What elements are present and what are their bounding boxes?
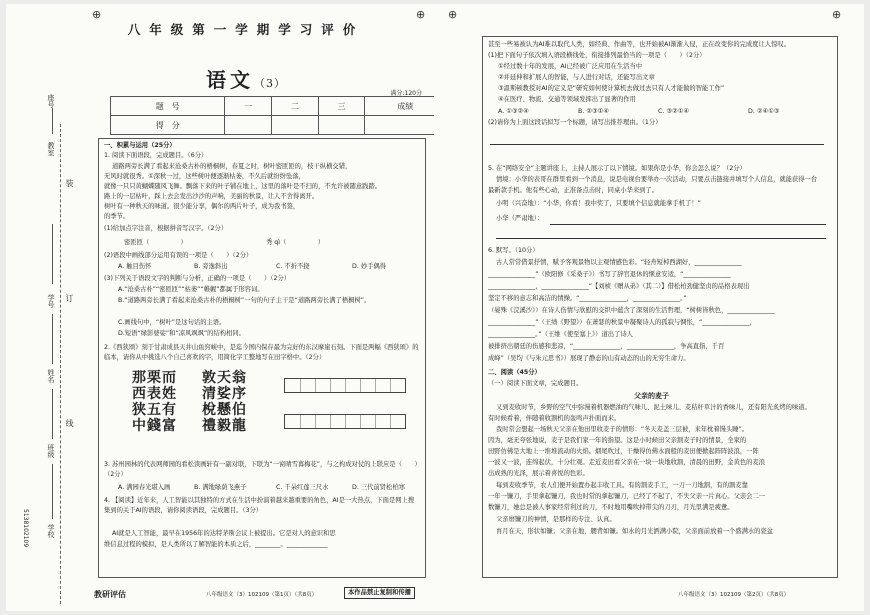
- option-c[interactable]: C. ③②①④: [658, 108, 689, 115]
- score-label-cell: 得 分: [111, 116, 225, 135]
- page-number: 八年级语文（3）102109（第1页）（共8页）: [206, 592, 318, 598]
- answer-line[interactable]: [496, 238, 826, 239]
- sentence-option: ③温斯顿教授对AI的定义是“研究如何使计算机去做过去只有人才能做的智能工作”: [498, 85, 725, 92]
- score-header-cell: 成绩: [365, 97, 434, 116]
- scenario-line: 最新款手机。他有些心动，正准备点击时，同桌小华来到了。: [488, 187, 659, 194]
- paper-code: 5138102109: [22, 509, 29, 548]
- answer-line[interactable]: [490, 144, 824, 145]
- question-stem: 3. 苏州园林的代表网师园的看松读画轩有一副对联，下联为“一窗晴雪暮梅花”，与之构成对仗的上联应是（ ）（2分）: [104, 461, 418, 479]
- sub-question: (1)把下面句子依次填入语段横线处，衔接排列最恰当的一项是（ ）（2分）: [488, 52, 706, 59]
- section-heading: 二、阅读（45分）: [488, 369, 541, 376]
- exam-title: 八年级第一学期学习评价: [127, 22, 365, 37]
- scenario-line: 情境：小华的表哥在群里看到一个消息，说是电视台要举办一次活动，只要点击链接并填写个人信息，就能获得一台: [496, 176, 818, 183]
- score-header-cell: 一: [225, 97, 272, 116]
- full-score: 满分:120分: [390, 90, 422, 97]
- margin-label: 教室: [47, 142, 55, 156]
- article-title: 父亲的麦子: [634, 392, 669, 400]
- writing-grid-row-1[interactable]: [284, 378, 406, 393]
- passage-line: 就像一只只黄蝴蝶随风飞舞。飘落下来的叶子铺在地上，这里的落叶是不扫的，不允许被随意践踏。: [104, 183, 382, 190]
- option-b[interactable]: B. 旁逸斜出: [194, 263, 228, 270]
- score-header-cell: 三: [318, 97, 365, 116]
- pinyin-blank[interactable]: 密匝匝（ ）: [124, 239, 187, 246]
- sentence-option: ①经过数十年的发展，AI已经被广泛应用在生活当中: [498, 63, 643, 70]
- option-b[interactable]: B.“道路两旁长满了看起来沧桑古朴的梧桐树”一句的句子主干是“道路两旁长满了梧桐树”。: [118, 297, 371, 304]
- page-one: [6, 4, 434, 611]
- dialogue-line: 小明（兴奋地）：“小华，你看！我中奖了，只要填个信息就能拿手机了！”: [496, 200, 701, 207]
- option-c[interactable]: C.画线句中，“树叶”是这句话的主语。: [118, 319, 226, 326]
- sentence-option: ④在医疗、物流、交通等领域发挥出了显著的作用: [498, 96, 636, 103]
- dictation-line[interactable]: （晏殊《浣溪沙》）在诗人伤情与欣慰的交织中蕴含了深刻的生活哲理，“树树皆秋色，_______________: [488, 307, 775, 314]
- option-b[interactable]: B. ②③①④: [578, 108, 609, 115]
- exam-sheet: [6, 4, 864, 611]
- dictation-line[interactable]: _______________。”（王维《使至塞上》）道出了诗人: [488, 331, 633, 338]
- option-d[interactable]: D. 三代前贤松柏寒: [352, 484, 405, 491]
- article-line: 又到麦收时节，乡野的空气中弥漫着机器燃油的气味儿、泥土味儿、麦秸秆草汁的香味儿，还有阳光炙烤的味道。: [496, 404, 811, 411]
- page-number: 八年级语文（3）102109（第2页）（共8页）: [678, 592, 790, 598]
- footer-brand: 教研评估: [94, 590, 126, 599]
- sentence-option: ②并延伸和扩展人的智能，与人进行对话，还能写出文章: [498, 74, 655, 81]
- article-line: 一年一镰刀，手里拿起镰刀，我也时常的拿起镰刀，已经了不起了，不失父亲一片真心。父亲会二一: [488, 493, 766, 500]
- question-stem: 2.《西狭颂》刻于甘肃成县天井山鱼窍峡中，是迄今国内保存最为完好的东汉摩崖石刻。下面是两幅《西狭颂》的临本，请你从中挑选八个自己喜欢的字，用简化字工整地写在田字格中。（2分）: [104, 344, 419, 362]
- article-line: 因为，毫无夸张地说，麦子是我们家一年的指望。这是小时候田父亲割麦子时的情景，全家的: [488, 437, 747, 444]
- article-line: 我时常会想起一场秋天父亲在他田里收麦子的情形：“冬天麦盖三层被，来年枕着馒头睡”。: [496, 426, 749, 433]
- article-line: 田野仿佛是大地上一堆堆流动的火焰。烟尾吹过，干燥得仿佛水面般的麦田便掀起阵阵波浪，一阵: [488, 448, 759, 455]
- score-entry-cell[interactable]: [225, 116, 272, 135]
- sub-section-heading: （一）阅读下面文章，完成题目。: [488, 380, 583, 387]
- score-table: [110, 96, 434, 135]
- article-line: 数镰刀，她总是被人事家经常利过的刀，不时地用嘴吹掉带尖的刀刃，月光里满是疲惫。: [488, 504, 734, 511]
- registration-mark: ⊕: [832, 8, 842, 21]
- option-d[interactable]: D. ②④①③: [748, 108, 780, 115]
- question-stem: 6. 默写。（10分）: [488, 247, 539, 254]
- option-d[interactable]: D. 妙手偶得: [352, 263, 387, 270]
- margin-label: 学号: [47, 294, 55, 308]
- registration-mark: ⊕: [416, 8, 426, 21]
- passage-line: 道路两旁长满了看起来沧桑古朴的梧桐树，春夏之时，树叶密匝匝的，枝干纵横交错，: [112, 163, 352, 170]
- margin-label: 座号: [47, 94, 55, 108]
- sub-question: (3)下列关于语段文字的判断与分析，正确的一项是（ ）（2分）: [104, 275, 291, 282]
- article-line: 育月在天，形状如镰；父亲在地，腰背如镰。如水的月光洒满小院，父亲面前放着一个盛满水的瓷盆: [496, 528, 774, 535]
- cut-mark: 线: [65, 419, 74, 427]
- article-line: 每到麦收季节，农人们便开始置办起丰收工具。有的割麦手工，一刀一刀地割，有的割麦靠: [496, 482, 748, 489]
- margin-label: 班级: [47, 444, 55, 458]
- calligraphy-sample-b: 敦天翁清娑序梲懸伯禮毅龍: [202, 370, 247, 434]
- option-a[interactable]: A. 满园春光堪入画: [118, 484, 171, 491]
- margin-label: 姓名: [47, 369, 55, 383]
- option-d[interactable]: D.短语“绿影婆娑”和“凉风飒飒”的结构相同。: [118, 330, 245, 337]
- sub-question: (1)给加点字注音，根据拼音写汉字。（2分）: [104, 225, 228, 232]
- article-line: 一波又一波，连绵起伏，十分壮观。走近麦田看父亲在一块一块地收割，清晨的田野，金黄色的麦浪: [488, 459, 766, 466]
- sub-question: (2)语段中画线部分运用有误的一项是（ ）（2分）: [104, 252, 253, 259]
- question-stem: 1. 阅读下面语段，完成题目。（6分）: [104, 152, 208, 159]
- pinyin-blank[interactable]: 秀 qì（ ）: [266, 239, 325, 246]
- question-stem: 4. 【阅读】近年来，人工智能以其独特的方式在生活中扮演着越来越重要的角色，AI是一大热点，下面是网上搜集到的关于AI的语段，请你阅读语段，完成题目。（3分）: [104, 497, 415, 515]
- calligraphy-sample-a: 那栗而西表姓狭五有中錢富: [132, 370, 177, 434]
- score-entry-cell[interactable]: [272, 116, 319, 135]
- option-c[interactable]: C. 不折不挠: [276, 263, 310, 270]
- option-a[interactable]: A.“沧桑古朴”“密匝匝”“枯萎”“帷幄”都属于形容词。: [118, 286, 264, 293]
- score-entry-cell[interactable]: [318, 116, 365, 135]
- question-stem: 5. 在“网络安全”主题讲座上，主持人展示了以下情境。如果你是小华，你会怎么说？（2分）: [488, 165, 746, 172]
- passage-line: 的季节。: [104, 213, 130, 220]
- passage-line: 甚至一些易被认为AI难以取代人类，如经典、作曲等，也开始被AI渐渐入侵，正在改变你的完成度让人惊叹。: [488, 41, 790, 48]
- copyright-stamp: 本作品禁止复制和传播: [344, 587, 415, 599]
- registration-mark: ⊕: [448, 8, 458, 21]
- dictation-line[interactable]: _______________，_______________”【刘桢《赠从弟》（其二）】借松柏劲健坚贞的品格表现出: [488, 283, 750, 290]
- cut-mark: 装: [65, 179, 74, 187]
- dictation-line[interactable]: _______________”（欧阳修《采桑子》）书写了辞官退休的惬意安适，“_______________: [488, 271, 731, 278]
- article-line: 出成熟的光泽，展示着喜悦的色彩。: [488, 470, 589, 477]
- option-b[interactable]: B. 满地绿荫飞燕子: [194, 484, 247, 491]
- page-two: [438, 4, 864, 611]
- dictation-line[interactable]: 坚定不移的意志和高洁的情操。“_______________，_______________。”: [488, 295, 687, 302]
- dictation-line[interactable]: 古人常常借景抒情，赋予客观景物以主观情感色彩。“轻舟短棹西湖好，_______________: [496, 259, 742, 266]
- passage-line: 树叶有一种秋天的味道。很少能分享，偶尔的两片叶子，成为我书签，: [104, 203, 300, 210]
- article-line: 有时候看着，伴随着收割机的轰鸣声扑面而来。: [488, 415, 621, 422]
- dictation-line[interactable]: _______________”（王绩《野望》）在萧瑟的秋景中凝聚诗人的孤寂与惆怅，“_______________，: [488, 319, 756, 326]
- registration-mark: ⊕: [92, 8, 102, 21]
- subject-title: 语文（3）: [206, 68, 286, 92]
- cut-line: [60, 124, 61, 604]
- sub-question: (2)请你为上面这段话拟写一个标题，请写出推荐理由。（1分）: [488, 119, 662, 126]
- section-heading: 一、积累与运用（25分）: [104, 142, 176, 149]
- binding-margin: [6, 44, 76, 584]
- score-header-cell: 二: [272, 97, 319, 116]
- writing-grid-row-2[interactable]: [284, 414, 406, 429]
- passage-line: 路上的一层枯叶，踩上去会发出沙沙的声响，美丽的秋景，让人不舍得离开。: [104, 193, 319, 200]
- dictation-line: 成峰”（吴均《与朱元思书》）展现了静态的山有动态的山的无穷生命力。: [488, 355, 690, 362]
- dictation-line[interactable]: 被排挤出朝廷的伤感和悲凉，“_______________，_______________，争高直指，千百: [488, 343, 725, 350]
- passage-line: 无风时就很秀。①深秋一过，这些树叶便逐渐枯萎，不久后就纷纷坠落，: [104, 173, 305, 180]
- passage-line: AI就是人工智能，最早在1956年的达特茅斯会议上被提出。它是对人的意识和思: [112, 530, 336, 537]
- option-c[interactable]: C. 千朵红莲三尺水: [276, 484, 329, 491]
- score-entry-cell[interactable]: [365, 116, 434, 135]
- score-header-cell: 题 号: [111, 97, 225, 116]
- option-a[interactable]: A. 触目伤怀: [118, 263, 152, 270]
- margin-label: 学校: [47, 524, 55, 538]
- article-line: 父亲磨镰刀的神情，是那样的专注、认真。: [496, 516, 616, 523]
- answer-line[interactable]: [550, 224, 826, 225]
- option-a[interactable]: A. ①③②④: [498, 108, 529, 115]
- passage-line: 维信息过程的模拟，是人类所以了解智能的本质之后，________。_____________: [104, 541, 328, 548]
- dialogue-line: 小华（严肃地）：: [496, 215, 544, 222]
- cut-mark: 订: [65, 294, 74, 302]
